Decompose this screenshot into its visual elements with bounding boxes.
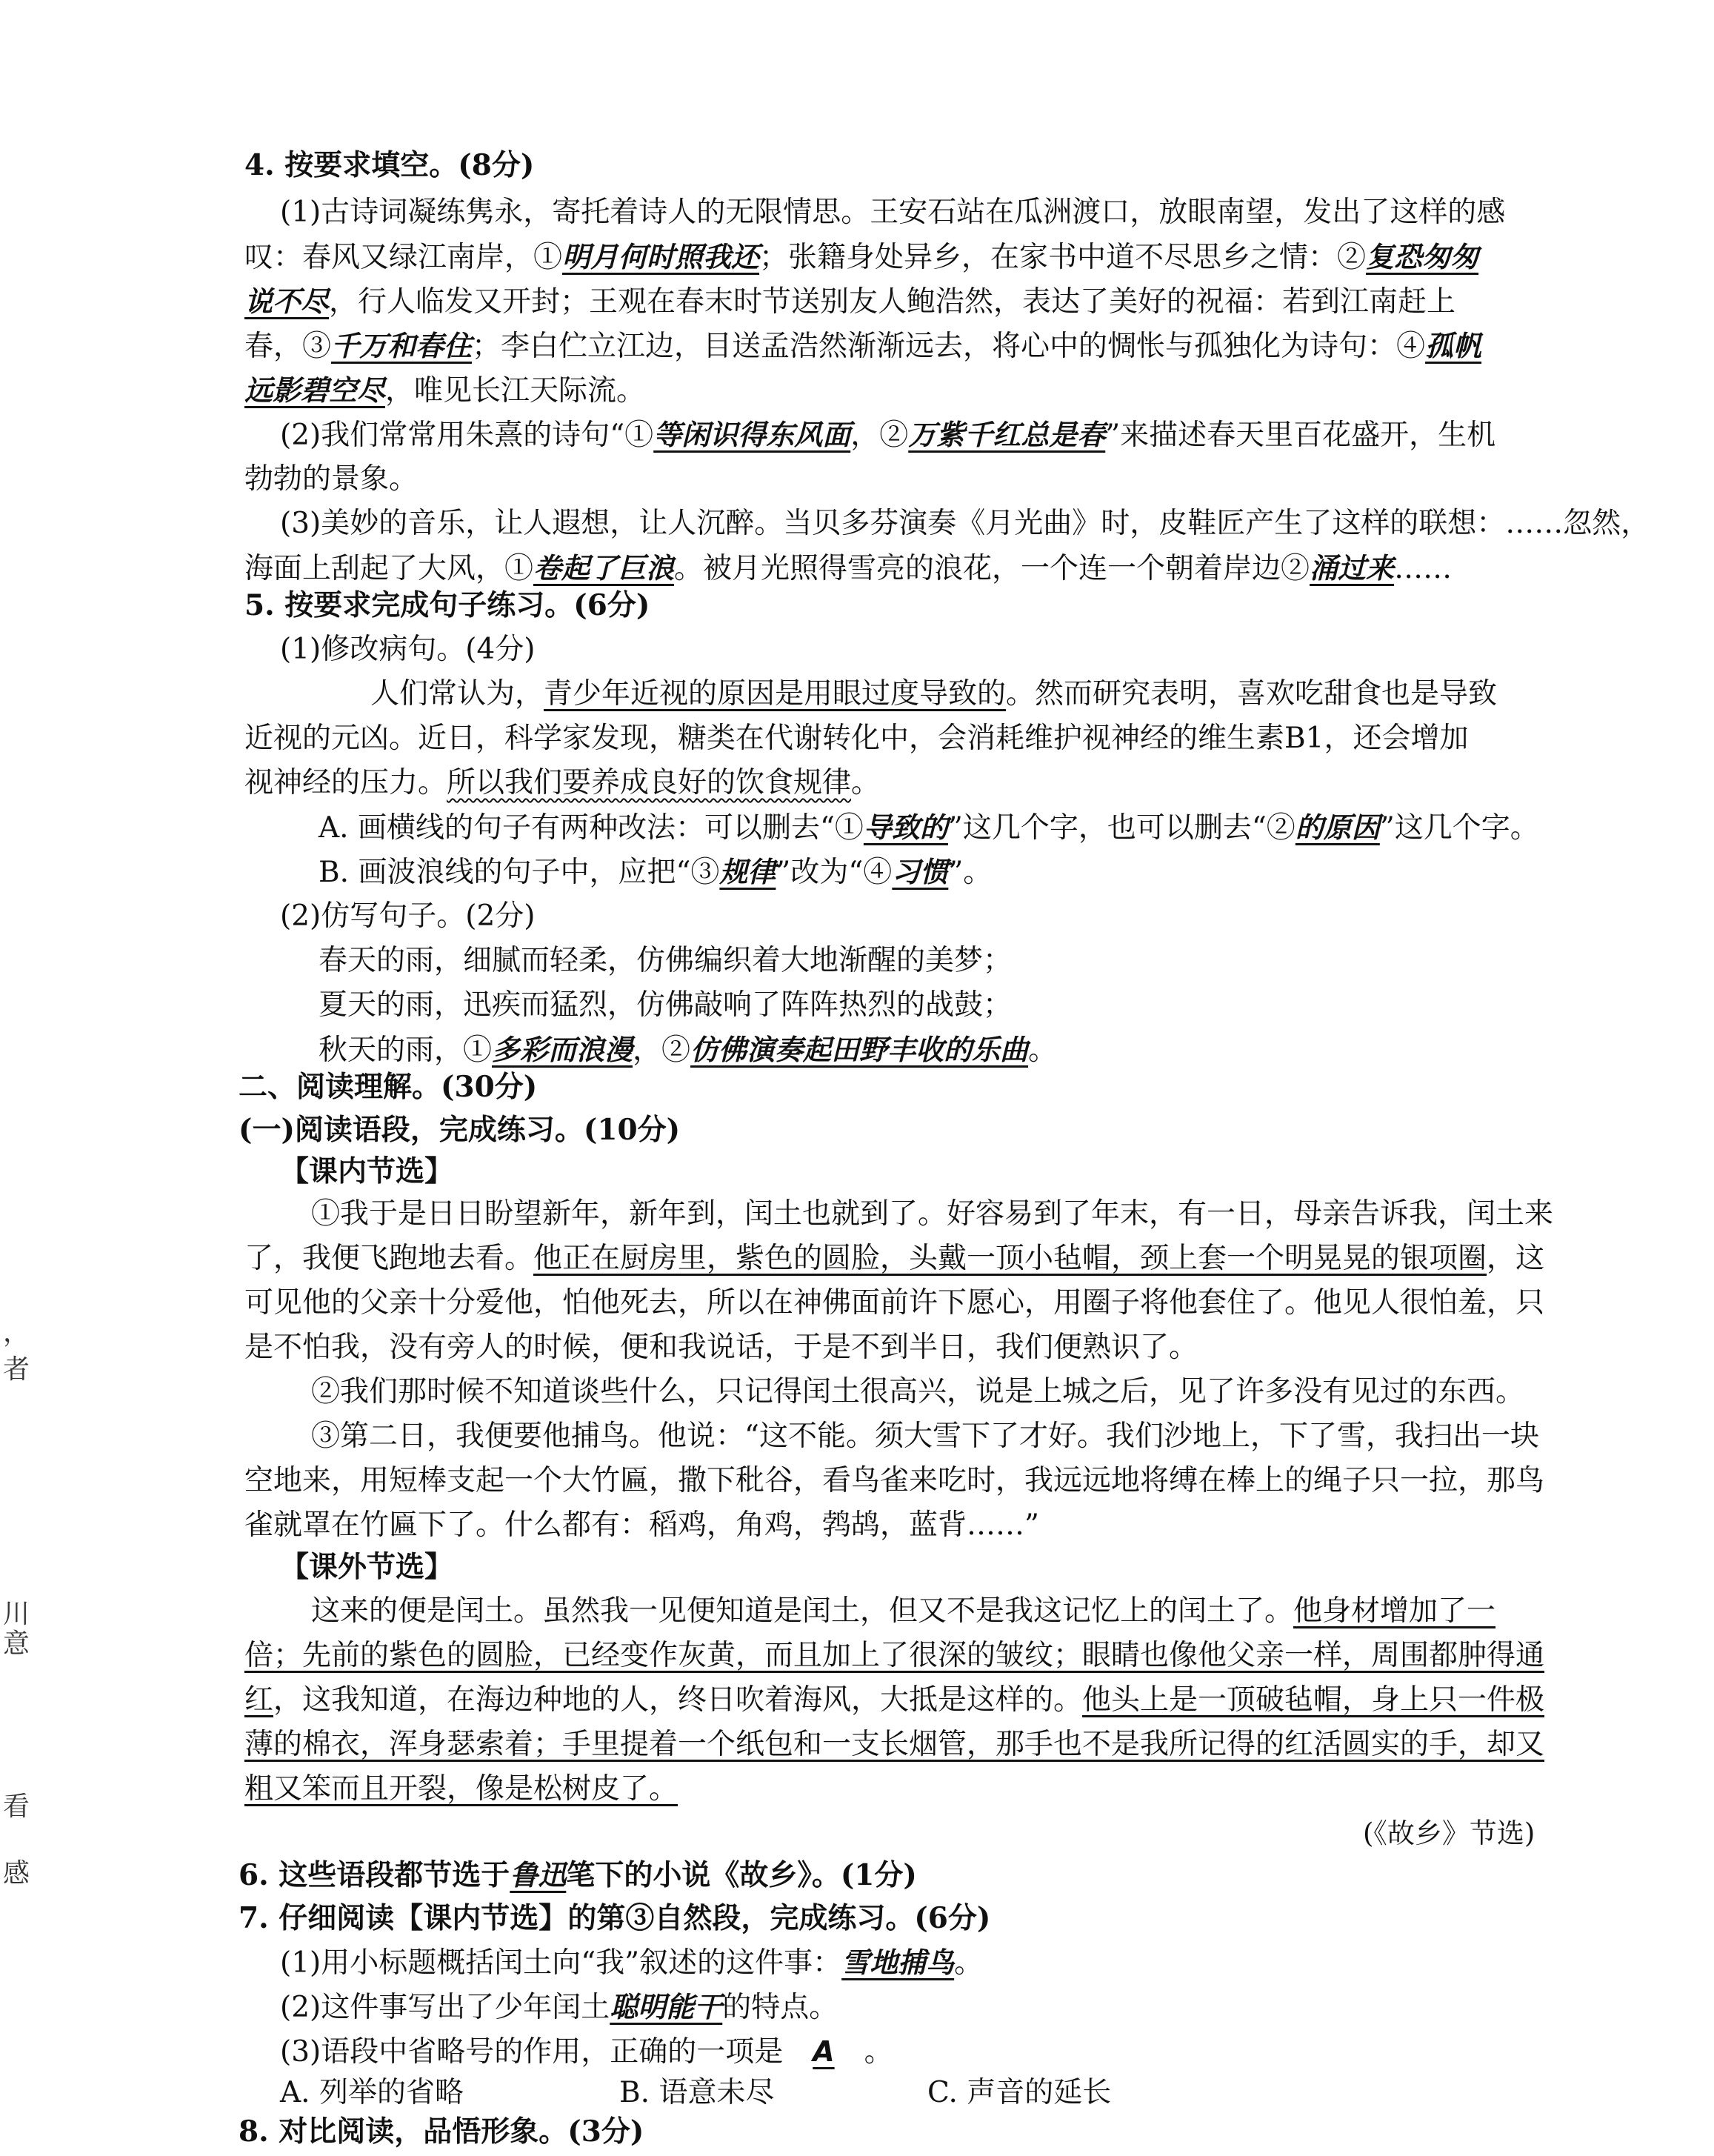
answer-4a: 孤帆 [1425, 330, 1482, 362]
q4-p2-line1: (2)我们常常用朱熹的诗句“①等闲识得东风面，②万紫千红总是春”来描述春天里百花盛开，生机 [280, 419, 1496, 452]
q7-option-b: B. 语意未尽 [619, 2076, 775, 2109]
q7-title: 7. 仔细阅读【课内节选】的第③自然段，完成练习。(6分) [239, 1901, 991, 1935]
answer-choice: A [813, 2035, 835, 2068]
q4-p1-line5: 远影碧空尽，唯见长江天际流。 [244, 374, 646, 407]
q5-option-a: A. 画横线的句子有两种改法：可以删去“①导致的”这几个字，也可以删去“②的原因”这几个字。 [319, 811, 1539, 845]
q7-sub2: (2)这件事写出了少年闰土聪明能干的特点。 [280, 1991, 838, 2024]
wavy-underlined-sentence: 所以我们要养成良好的饮食规律 [447, 766, 852, 799]
in-p3-line3: 雀就罩在竹匾下了。什么都有：稻鸡，角鸡，鹁鸪，蓝背……” [244, 1508, 1039, 1542]
answer-2b: 说不尽 [244, 285, 330, 318]
q4-p1-line4: 春，③千万和春住；李白伫立江边，目送孟浩然渐渐远去，将心中的惆怅与孤独化为诗句：④孤帆 [244, 330, 1482, 363]
q4-p1-line1: (1)古诗词凝练隽永，寄托着诗人的无限情思。王安石站在瓜洲渡口，放眼南望，发出了这样的感 [280, 196, 1506, 229]
answer-b2: 习惯 [892, 856, 949, 888]
q4-title: 4. 按要求填空。(8分) [244, 148, 535, 182]
margin-mark-2: 者 [3, 1354, 30, 1385]
q4-p2-line2: 勃勃的景象。 [244, 462, 419, 496]
q5-title: 5. 按要求完成句子练习。(6分) [244, 588, 650, 622]
in-p1-line4: 是不怕我，没有旁人的时候，便和我说话，于是不到半日，我们便熟识了。 [244, 1331, 1198, 1364]
q5-rain-2: 夏天的雨，迅疾而猛烈，仿佛敲响了阵阵热烈的战鼓； [319, 988, 1013, 1022]
q8-title: 8. 对比阅读，品悟形象。(3分) [239, 2115, 644, 2149]
answer-subtitle: 雪地捕鸟 [841, 1946, 955, 1979]
q7-option-c: C. 声音的延长 [927, 2076, 1112, 2109]
in-p1-line3: 可见他的父亲十分爱他，怕他死去，所以在神佛面前许下愿心，用圈子将他套住了。他见人很怕羞，只 [244, 1286, 1545, 1320]
margin-mark-1: ， [3, 1317, 30, 1348]
answer-4b: 远影碧空尽 [244, 374, 386, 407]
in-p3-line2: 空地来，用短棒支起一个大竹匾，撒下秕谷，看鸟雀来吃时，我远远地将缚在棒上的绳子只一拉，那鸟 [244, 1464, 1545, 1497]
q4-p3-line1: (3)美妙的音乐，让人遐想，让人沉醉。当贝多芬演奏《月光曲》时，皮鞋匠产生了这样的联想：……忽然， [280, 507, 1650, 540]
q5-para-line1: 人们常认为，青少年近视的原因是用眼过度导致的。然而研究表明，喜欢吃甜食也是导致 [370, 677, 1498, 711]
q7-sub3: (3)语段中省略号的作用，正确的一项是 A 。 [280, 2035, 893, 2069]
answer-a1: 导致的 [863, 811, 948, 844]
in-p3-line1: ③第二日，我便要他捕鸟。他说：“这不能。须大雪下了才好。我们沙地上，下了雪，我扫出一块 [311, 1420, 1539, 1453]
out-line3: 红，这我知道，在海边种地的人，终日吹着海风，大抵是这样的。他头上是一顶破毡帽，身上只一件极 [244, 1683, 1545, 1717]
in-underlined-portrait: 他正在厨房里，紫色的圆脸，头戴一顶小毡帽，颈上套一个明晃晃的银项圈 [533, 1242, 1487, 1275]
out-line4: 薄的棉衣，浑身瑟索着；手里提着一个纸包和一支长烟管，那手也不是我所记得的红活圆实的手，却又 [244, 1728, 1545, 1761]
q5-option-b: B. 画波浪线的句子中，应把“③规律”改为“④习惯”。 [319, 856, 993, 889]
q5-sub1: (1)修改病句。(4分) [280, 633, 536, 666]
answer-wave-2: 涌过来 [1310, 552, 1395, 585]
section2-sub1: (一)阅读语段，完成练习。(10分) [239, 1113, 681, 1147]
q5-sub2: (2)仿写句子。(2分) [280, 899, 536, 933]
answer-author: 鲁迅 [510, 1859, 567, 1892]
source-note: (《故乡》节选) [1363, 1817, 1535, 1849]
answer-b1: 规律 [719, 856, 776, 888]
answer-rain-2: 仿佛演奏起田野丰收的乐曲 [690, 1034, 1029, 1066]
answer-rain-1: 多彩而浪漫 [492, 1034, 633, 1066]
answer-wave-1: 卷起了巨浪 [533, 552, 675, 585]
out-line1: 这来的便是闰土。虽然我一见便知道是闰土，但又不是我这记忆上的闰土了。他身材增加了一 [311, 1594, 1496, 1628]
q5-para-line2: 近视的元凶。近日，科学家发现，糖类在代谢转化中，会消耗维护视神经的维生素B1，还会增加 [244, 722, 1469, 755]
out-line2: 倍；先前的紫色的圆脸，已经变作灰黄，而且加上了很深的皱纹；眼睛也像他父亲一样，周围都肿得通 [244, 1639, 1545, 1672]
answer-trait: 聪明能干 [610, 1991, 723, 2023]
answer-2a: 复恐匆匆 [1366, 241, 1479, 273]
q5-rain-1: 春天的雨，细腻而轻柔，仿佛编织着大地渐醒的美梦； [319, 944, 1013, 977]
q7-sub1: (1)用小标题概括闰土向“我”叙述的这件事：雪地捕鸟。 [280, 1946, 984, 1980]
q7-option-a: A. 列举的省略 [280, 2076, 464, 2109]
answer-a2: 的原因 [1295, 811, 1380, 844]
in-p1-line2: 了，我便飞跑地去看。他正在厨房里，紫色的圆脸，头戴一顶小毡帽，颈上套一个明晃晃的银项圈，这 [244, 1242, 1545, 1275]
q5-rain-3: 秋天的雨，①多彩而浪漫，②仿佛演奏起田野丰收的乐曲。 [319, 1034, 1058, 1067]
in-p2: ②我们那时候不知道谈些什么，只记得闰土很高兴，说是上城之后，见了许多没有见过的东西。 [311, 1375, 1525, 1408]
margin-mark-6: 感 [3, 1858, 30, 1889]
margin-mark-4: 意 [3, 1628, 30, 1659]
section2-title: 二、阅读理解。(30分) [239, 1070, 538, 1104]
in-p1-line1: ①我于是日日盼望新年，新年到，闰土也就到了。好容易到了年末，有一日，母亲告诉我，闰土来 [311, 1197, 1554, 1231]
q6: 6. 这些语段都节选于鲁迅笔下的小说《故乡》。(1分) [239, 1858, 917, 1892]
straight-underlined-sentence: 青少年近视的原因是用眼过度导致的 [544, 677, 1007, 711]
tag-in-class: 【课内节选】 [280, 1154, 454, 1188]
answer-poem-2: 万紫千红总是春 [908, 419, 1106, 451]
q4-p1-line3: 说不尽，行人临发又开封；王观在春末时节送别友人鲍浩然，表达了美好的祝福：若到江南赶上 [244, 285, 1456, 319]
tag-out-class: 【课外节选】 [280, 1550, 454, 1584]
q5-para-line3: 视神经的压力。所以我们要养成良好的饮食规律。 [244, 766, 881, 799]
answer-3: 千万和春住 [331, 330, 473, 362]
q4-p1-line2: 叹：春风又绿江南岸，①明月何时照我还；张籍身处异乡，在家书中道不尽思乡之情：②复恐匆匆 [244, 241, 1479, 274]
out-line5: 粗又笨而且开裂，像是松树皮了。 [244, 1772, 678, 1806]
answer-poem-1: 等闲识得东风面 [653, 419, 851, 451]
margin-mark-3: 川 [3, 1599, 30, 1629]
q4-p3-line2: 海面上刮起了大风，①卷起了巨浪。被月光照得雪亮的浪花，一个连一个朝着岸边②涌过来…… [244, 552, 1453, 585]
answer-1: 明月何时照我还 [562, 241, 760, 273]
margin-mark-5: 看 [3, 1791, 30, 1822]
